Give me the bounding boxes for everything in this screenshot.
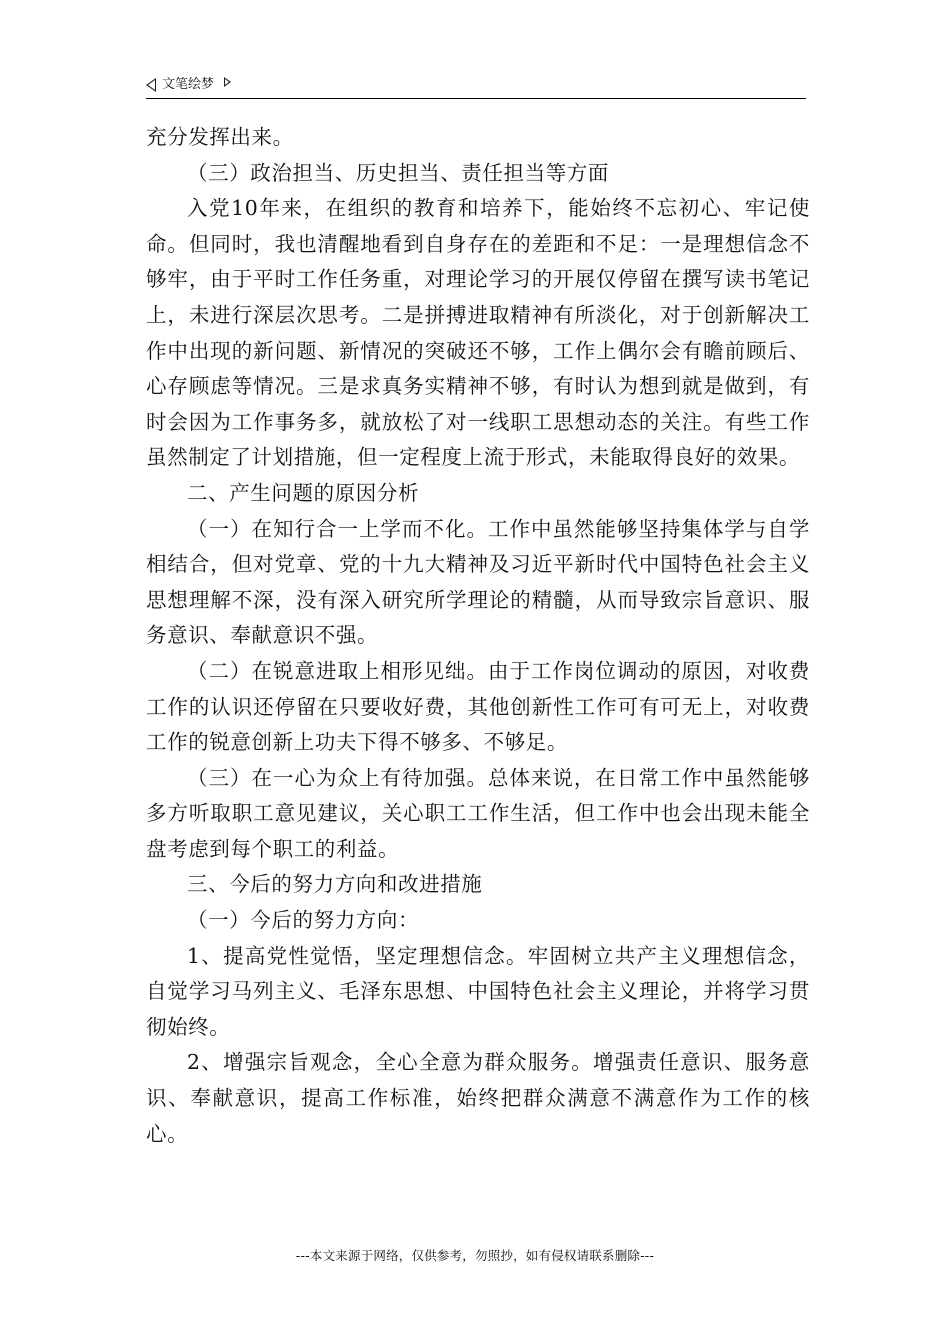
paragraph: 2、增强宗旨观念，全心全意为群众服务。增强责任意识、服务意识、奉献意识，提高工作标准，始终把群众满意不满意作为工作的核心。 [146, 1050, 810, 1146]
section-heading: 三、今后的努力方向和改进措施 [187, 872, 483, 897]
paragraph: （一）在知行合一上学而不化。工作中虽然能够坚持集体学与自学相结合，但对党章、党的十九大精神及习近平新时代中国特色社会主义思想理解不深，没有深入研究所学理论的精髓，从而导致宗旨意识、服务意识、奉献意识不强。 [146, 516, 810, 648]
paragraph: 充分发挥出来。 [146, 125, 294, 149]
section-heading: （三）政治担当、历史担当、责任担当等方面 [187, 160, 609, 185]
triangle-right-icon [224, 77, 231, 87]
subsection-heading: （一）今后的努力方向： [187, 908, 420, 933]
paragraph: （二）在锐意进取上相形见绌。由于工作岗位调动的原因，对收费工作的认识还停留在只要收好费，其他创新性工作可有可无上，对收费工作的锐意创新上功夫下得不够多、不够足。 [146, 658, 810, 755]
page-header [146, 72, 806, 99]
paragraph: 入党10年来，在组织的教育和培养下，能始终不忘初心、牢记使命。但同时，我也清醒地看到自身存在的差距和不足：一是理想信念不够牢，由于平时工作任务重，对理论学习的开展仅停留在撰写读书笔记上，未进行深层次思考。二是拼搏进取精神有所淡化，对于创新解决工作中出现的新问题、新情况的突破还不够，工作上偶尔会有瞻前顾后、心存顾虑等情况。三是求真务实精神不够，有时认为想到就是做到，有时会因为工作事务多，就放松了对一线职工思想动态的关注。有些工作虽然制定了计划措施，但一定程度上流于形式，未能取得良好的效果。 [146, 196, 810, 470]
header-title: 文笔绘梦 [162, 77, 215, 92]
triangle-left-icon [146, 78, 156, 92]
paragraph: （三）在一心为众上有待加强。总体来说，在日常工作中虽然能够多方听取职工意见建议，关心职工工作生活，但工作中也会出现未能全盘考虑到每个职工的利益。 [146, 765, 810, 861]
section-heading: 二、产生问题的原因分析 [187, 480, 420, 505]
footer-disclaimer: ---本文来源于网络，仅供参考，勿照抄，如有侵权请联系删除--- [295, 1248, 655, 1263]
document-body [146, 120, 810, 1152]
paragraph: 1、提高党性觉悟，坚定理想信念。牢固树立共产主义理想信念，自觉学习马列主义、毛泽东思想、中国特色社会主义理论，并将学习贯彻始终。 [146, 943, 810, 1039]
